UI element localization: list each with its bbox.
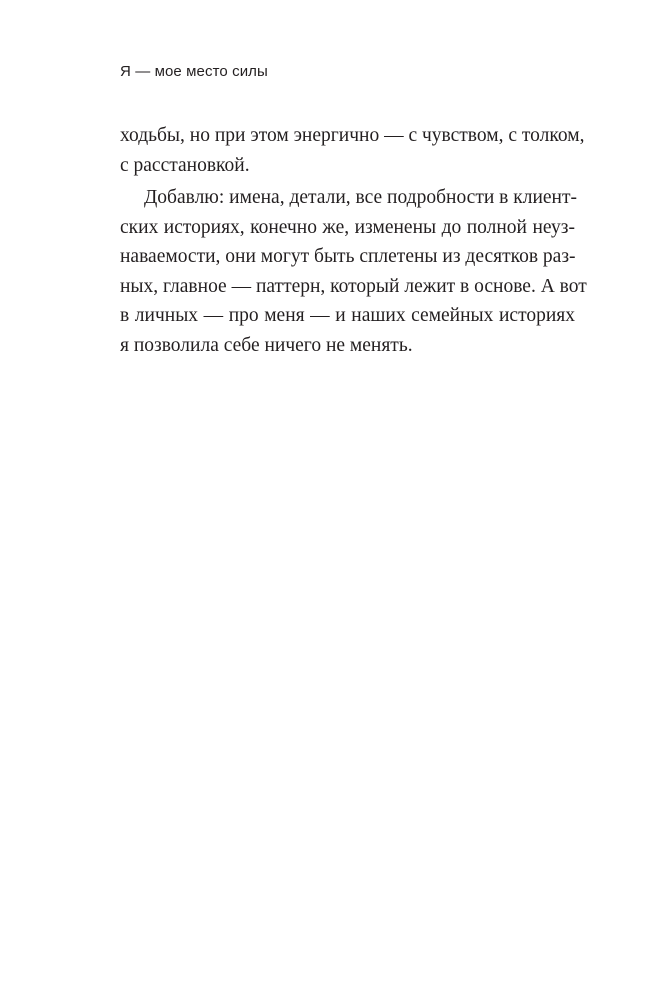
text-line: Добавлю: имена, детали, все подробности в клиент-	[144, 187, 577, 208]
body-text	[120, 121, 587, 360]
running-head: Я — мое место силы	[120, 63, 268, 80]
text-line: ских историях, конечно же, изменены до полной неуз-	[120, 216, 575, 238]
text-line: ных, главное — паттерн, который лежит в основе. А вот	[120, 275, 587, 297]
text-line: с расстановкой.	[120, 154, 250, 176]
text-line: ходьбы, но при этом энергично — с чувством, с толком,	[120, 125, 585, 146]
paragraph-1	[120, 121, 585, 180]
text-line: в личных — про меня — и наших семейных историях	[120, 305, 575, 326]
paragraph-2	[120, 183, 587, 360]
text-line: я позволила себе ничего не менять.	[120, 334, 413, 356]
text-line: наваемости, они могут быть сплетены из десятков раз-	[120, 246, 576, 267]
